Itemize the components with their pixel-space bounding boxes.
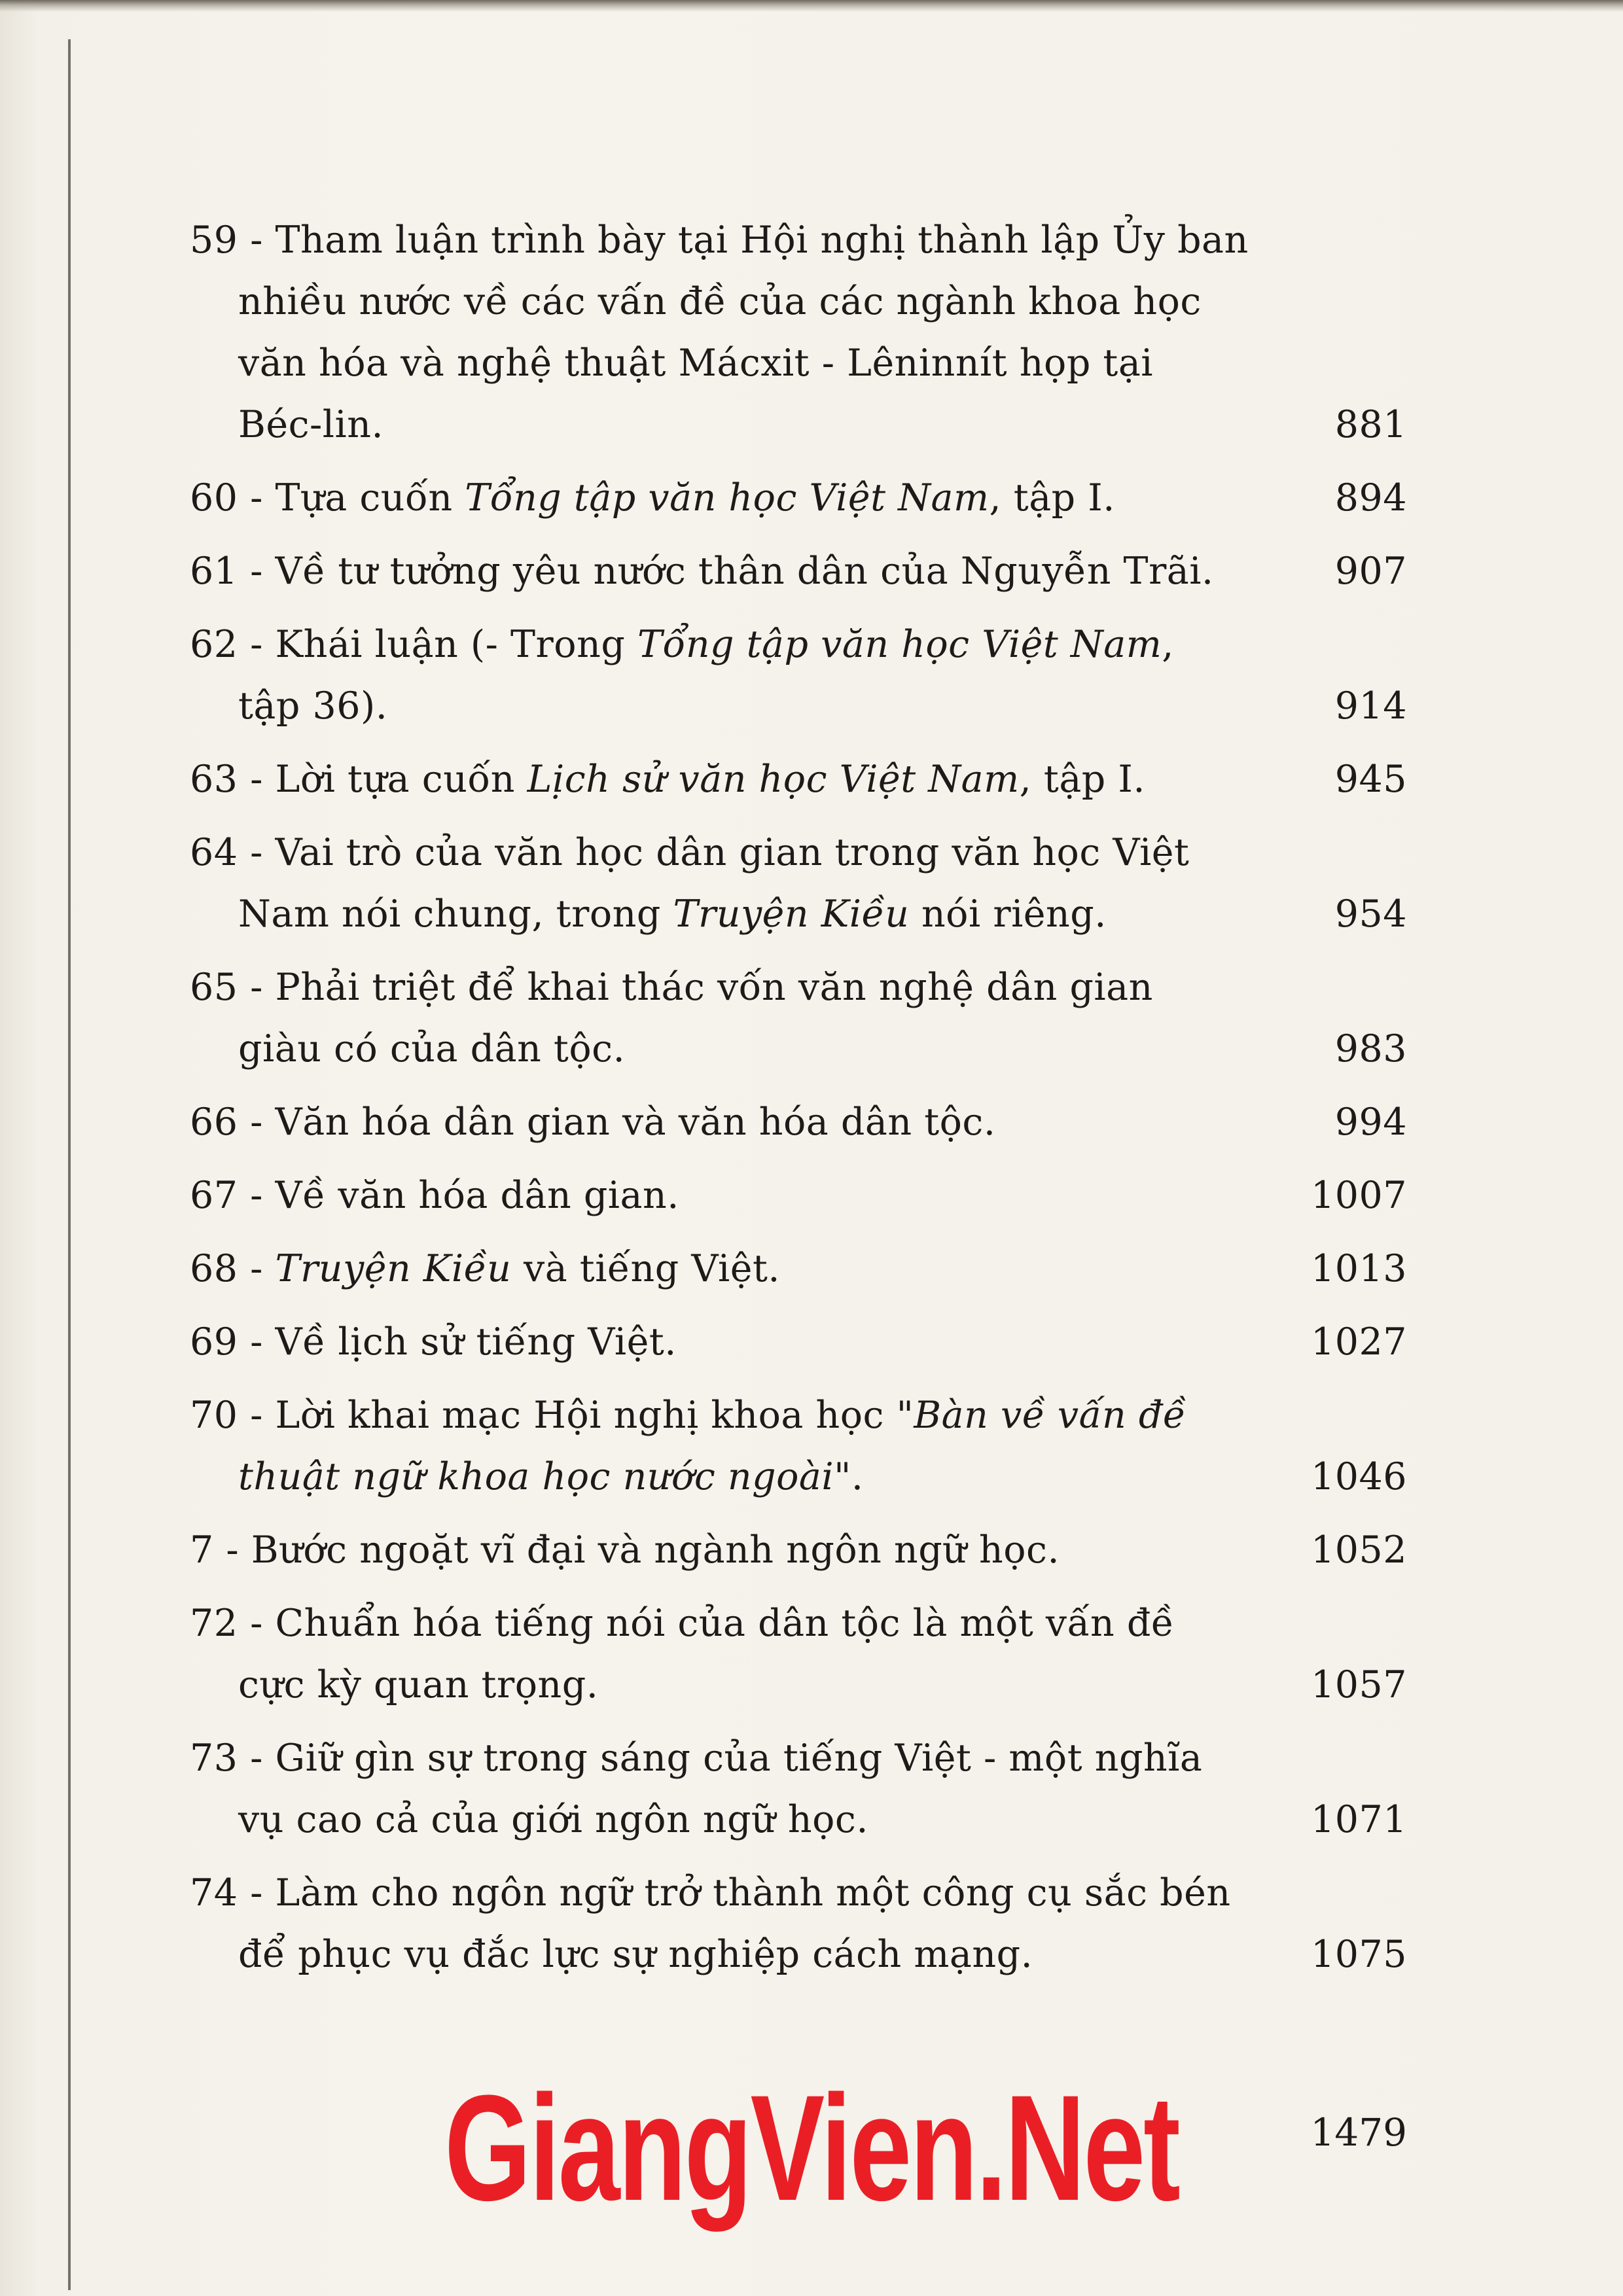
- toc-entry-title-segment: Bàn về vấn đề: [914, 1394, 1186, 1437]
- toc-entry-title-segment: thuật ngữ khoa học nước ngoài: [238, 1455, 834, 1498]
- toc-entry-number: 74: [190, 1871, 238, 1915]
- toc-entry-title-segment: Vai trò của văn học dân gian trong văn học Việt: [275, 831, 1190, 874]
- table-of-contents: [190, 209, 1407, 1997]
- toc-entry-page: 1071: [1310, 1798, 1407, 1841]
- toc-entry-separator: -: [238, 758, 276, 801]
- toc-entry-separator: -: [238, 966, 276, 1009]
- toc-entry-line: [190, 883, 1407, 945]
- toc-entry-page: 994: [1334, 1101, 1407, 1144]
- toc-entry-separator: -: [238, 476, 276, 520]
- toc-entry-number: 60: [190, 476, 238, 520]
- toc-entry-title-segment: , tập I.: [1019, 758, 1146, 801]
- toc-entry-title-segment: Về lịch sử tiếng Việt.: [275, 1320, 677, 1364]
- toc-entry: [190, 1862, 1407, 1985]
- toc-entry-title-segment: cực kỳ quan trọng.: [238, 1663, 599, 1706]
- toc-entry-title-segment: Tổng tập văn học Việt Nam: [465, 476, 990, 520]
- toc-entry-title-segment: ,: [1162, 623, 1174, 666]
- toc-entry-number: 70: [190, 1394, 238, 1437]
- toc-entry-title-segment: Giữ gìn sự trong sáng của tiếng Việt - một nghĩa: [275, 1737, 1203, 1780]
- toc-entry-separator: -: [238, 1871, 276, 1915]
- toc-entry: [190, 822, 1407, 945]
- toc-entry-separator: -: [238, 1101, 276, 1144]
- toc-entry: [190, 540, 1407, 602]
- toc-entry-separator: -: [238, 831, 276, 874]
- toc-entry-line: [190, 1924, 1407, 1985]
- toc-entry: [190, 1727, 1407, 1850]
- toc-entry-page: 1075: [1310, 1933, 1407, 1976]
- toc-entry-title-segment: Bước ngoặt vĩ đại và ngành ngôn ngữ học.: [251, 1528, 1060, 1572]
- toc-entry-page: 954: [1334, 892, 1407, 936]
- toc-entry-title-segment: vụ cao cả của giới ngôn ngữ học.: [238, 1798, 868, 1841]
- toc-entry-line: [190, 749, 1407, 810]
- toc-entry-line: [190, 1727, 1407, 1789]
- toc-entry-separator: -: [238, 550, 276, 593]
- toc-entry-page: 1027: [1310, 1320, 1407, 1364]
- toc-entry-title-segment: Khái luận (- Trong: [275, 623, 637, 666]
- toc-entry: [190, 1385, 1407, 1508]
- toc-entry-number: 73: [190, 1737, 238, 1780]
- toc-entry-separator: -: [238, 219, 276, 262]
- toc-entry-line: [190, 332, 1407, 394]
- toc-entry-title-segment: tập 36).: [238, 684, 388, 728]
- toc-entry: [190, 1311, 1407, 1373]
- toc-entry-title-segment: Tổng tập văn học Việt Nam: [637, 623, 1162, 666]
- toc-entry-line: [190, 1091, 1407, 1153]
- toc-entry-number: 62: [190, 623, 238, 666]
- toc-entry-number: 72: [190, 1602, 238, 1645]
- toc-entry-separator: -: [238, 1320, 276, 1364]
- toc-entry-separator: -: [238, 1247, 276, 1290]
- toc-entry: [190, 749, 1407, 810]
- page-number: 1479: [1310, 2110, 1407, 2155]
- toc-entry-title-segment: Tham luận trình bày tại Hội nghị thành lập Ủy ban: [275, 219, 1249, 262]
- toc-entry-page: 907: [1334, 550, 1407, 593]
- watermark-logo: GiangVien.Net: [444, 2064, 1179, 2232]
- toc-entry-line: [190, 614, 1407, 675]
- toc-entry-number: 69: [190, 1320, 238, 1364]
- toc-entry-number: 65: [190, 966, 238, 1009]
- toc-entry-line: [190, 1238, 1407, 1299]
- toc-entry-page: 881: [1334, 403, 1407, 446]
- toc-entry-line: [190, 957, 1407, 1018]
- toc-entry-title-segment: để phục vụ đắc lực sự nghiệp cách mạng.: [238, 1933, 1033, 1976]
- toc-entry: [190, 209, 1407, 455]
- toc-entry-page: 894: [1334, 476, 1407, 520]
- toc-entry-page: 914: [1334, 684, 1407, 728]
- toc-entry-title-segment: Về tư tưởng yêu nước thân dân của Nguyễn Trãi.: [275, 550, 1214, 593]
- toc-entry-title-segment: ".: [834, 1455, 864, 1498]
- toc-entry-line: [190, 1446, 1407, 1508]
- toc-entry-title-segment: Phải triệt để khai thác vốn văn nghệ dân gian: [275, 966, 1153, 1009]
- toc-entry-separator: -: [238, 623, 276, 666]
- toc-entry-title-segment: Lời khai mạc Hội nghị khoa học ": [275, 1394, 914, 1437]
- toc-entry-page: 1046: [1310, 1455, 1407, 1498]
- toc-entry-line: [190, 271, 1407, 332]
- toc-entry-number: 67: [190, 1174, 238, 1217]
- toc-entry-title-segment: , tập I.: [989, 476, 1115, 520]
- toc-entry-title-segment: Chuẩn hóa tiếng nói của dân tộc là một vấn đề: [275, 1602, 1175, 1645]
- toc-entry: [190, 1091, 1407, 1153]
- toc-entry-title-segment: giàu có của dân tộc.: [238, 1027, 626, 1070]
- toc-entry-line: [190, 1593, 1407, 1654]
- toc-entry-title-segment: và tiếng Việt.: [511, 1247, 780, 1290]
- toc-entry-title-segment: Lời tựa cuốn: [275, 758, 527, 801]
- toc-entry-title-segment: Văn hóa dân gian và văn hóa dân tộc.: [275, 1101, 996, 1144]
- toc-entry-title-segment: Lịch sử văn học Việt Nam: [527, 758, 1020, 801]
- toc-entry-separator: -: [238, 1394, 276, 1437]
- spine-line: [68, 39, 71, 2290]
- toc-entry-separator: -: [238, 1174, 276, 1217]
- toc-entry-line: [190, 1165, 1407, 1226]
- toc-entry-number: 7: [190, 1528, 214, 1572]
- toc-entry-line: [190, 1789, 1407, 1850]
- toc-entry: [190, 1519, 1407, 1581]
- toc-entry-line: [190, 822, 1407, 883]
- toc-entry-separator: -: [213, 1528, 251, 1572]
- toc-entry-title-segment: nhiều nước về các vấn đề của các ngành khoa học: [238, 280, 1202, 323]
- toc-entry-separator: -: [238, 1737, 276, 1780]
- toc-entry-page: 1057: [1310, 1663, 1407, 1706]
- toc-entry: [190, 957, 1407, 1080]
- toc-entry: [190, 614, 1407, 737]
- toc-entry-line: [190, 1654, 1407, 1716]
- toc-entry-number: 59: [190, 219, 238, 262]
- toc-entry-line: [190, 394, 1407, 455]
- toc-entry-line: [190, 1519, 1407, 1581]
- toc-entry: [190, 1238, 1407, 1299]
- toc-entry-title-segment: Nam nói chung, trong: [238, 892, 673, 936]
- toc-entry-line: [190, 1385, 1407, 1446]
- page-top-edge: [0, 0, 1623, 12]
- toc-entry-separator: -: [238, 1602, 276, 1645]
- toc-entry-title-segment: nói riêng.: [909, 892, 1107, 936]
- toc-entry-title-segment: Tựa cuốn: [275, 476, 465, 520]
- toc-entry-number: 64: [190, 831, 238, 874]
- toc-entry-line: [190, 1018, 1407, 1080]
- toc-entry-line: [190, 1311, 1407, 1373]
- toc-entry-page: 1052: [1310, 1528, 1407, 1572]
- toc-entry-page: 1013: [1310, 1247, 1407, 1290]
- toc-entry-page: 983: [1334, 1027, 1407, 1070]
- toc-entry-title-segment: Béc-lin.: [238, 403, 384, 446]
- toc-entry-title-segment: Truyện Kiều: [673, 892, 910, 936]
- toc-entry-title-segment: Làm cho ngôn ngữ trở thành một công cụ sắc bén: [275, 1871, 1231, 1915]
- toc-entry-title-segment: văn hóa và nghệ thuật Mácxit - Lêninnít họp tại: [238, 342, 1154, 385]
- toc-entry-page: 945: [1334, 758, 1407, 801]
- toc-entry: [190, 1165, 1407, 1226]
- toc-entry-line: [190, 1862, 1407, 1924]
- toc-entry-line: [190, 675, 1407, 737]
- toc-entry-number: 63: [190, 758, 238, 801]
- toc-entry-page: 1007: [1310, 1174, 1407, 1217]
- toc-entry-number: 68: [190, 1247, 238, 1290]
- toc-entry: [190, 1593, 1407, 1716]
- toc-entry-number: 66: [190, 1101, 238, 1144]
- toc-entry-number: 61: [190, 550, 238, 593]
- toc-entry-line: [190, 209, 1407, 271]
- toc-entry: [190, 467, 1407, 529]
- toc-entry-title-segment: Truyện Kiều: [275, 1247, 512, 1290]
- toc-entry-line: [190, 540, 1407, 602]
- toc-entry-title-segment: Về văn hóa dân gian.: [275, 1174, 679, 1217]
- toc-entry-line: [190, 467, 1407, 529]
